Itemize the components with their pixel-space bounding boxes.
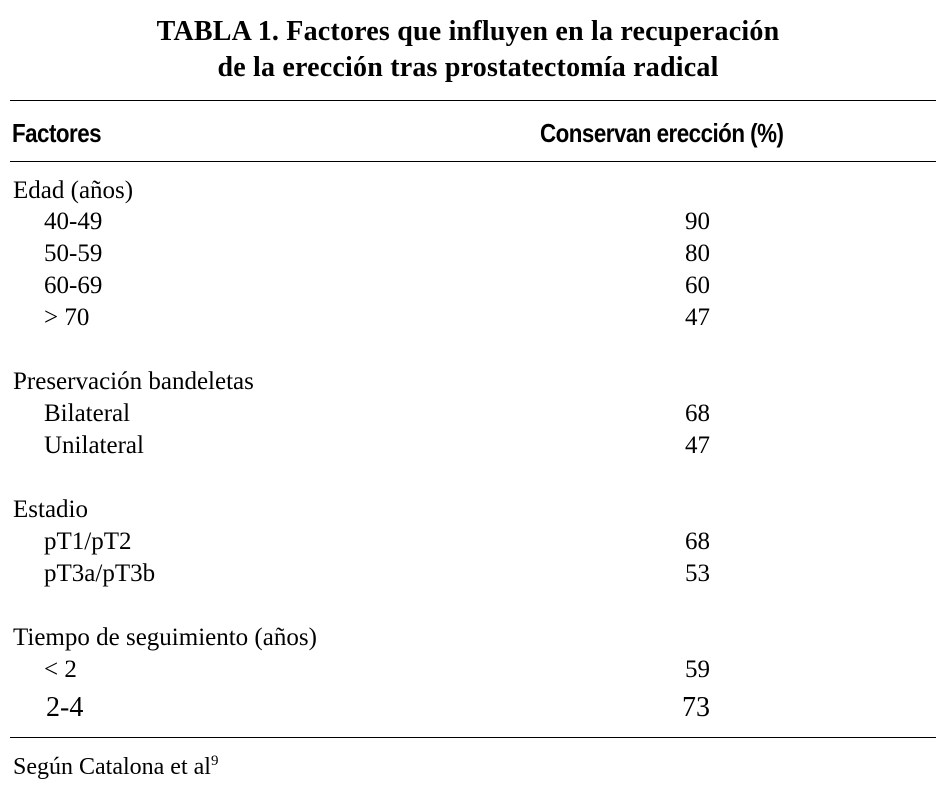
row-label: pT1/pT2: [44, 528, 132, 555]
row-value: 73: [682, 692, 710, 723]
header-rule: [10, 161, 936, 162]
row-value: 80: [685, 240, 710, 267]
table-title-line-1: TABLA 1. Factores que influyen en la recuperación: [156, 16, 780, 47]
footnote-text: Según Catalona et al: [13, 754, 211, 780]
group-heading-edad: [0, 175, 936, 207]
row-label: 50-59: [44, 240, 103, 267]
table-row: [0, 270, 936, 302]
group-heading-estadio: [0, 494, 936, 526]
group-heading-tiempo-seguimiento: [0, 622, 936, 654]
table-title: [0, 14, 936, 86]
row-label: < 2: [44, 656, 77, 683]
row-label: 60-69: [44, 272, 103, 299]
table-row: [0, 302, 936, 334]
column-header-conservan-ereccion: Conservan erección (%): [540, 118, 784, 148]
group-label: Estadio: [13, 496, 88, 523]
table-row: [0, 206, 936, 238]
table-row: [0, 430, 936, 462]
table-row: [0, 526, 936, 558]
group-heading-preservacion-bandeletas: [0, 366, 936, 398]
group-label: Preservación bandeletas: [13, 368, 254, 395]
table-row: [0, 398, 936, 430]
table-title-line-2: de la erección tras prostatectomía radical: [217, 52, 719, 83]
row-label: > 70: [44, 304, 90, 331]
group-label: Edad (años): [13, 177, 134, 204]
table-row: [0, 238, 936, 270]
table-row: [0, 654, 936, 686]
row-value: 60: [685, 272, 710, 299]
row-value: 59: [685, 656, 710, 683]
row-label: Unilateral: [44, 432, 144, 459]
row-value: 68: [685, 400, 710, 427]
table-row: [0, 558, 936, 590]
row-value: 90: [685, 208, 710, 235]
row-value: 68: [685, 528, 710, 555]
table-row: [0, 692, 936, 724]
row-label: Bilateral: [44, 400, 131, 427]
row-value: 47: [685, 304, 710, 331]
table-footnote: [13, 752, 218, 782]
bottom-rule: [10, 737, 936, 738]
column-header-factores: Factores: [12, 118, 102, 148]
group-label: Tiempo de seguimiento (años): [13, 624, 317, 651]
row-label: 2-4: [46, 692, 84, 723]
footnote-reference: 9: [210, 753, 219, 769]
top-rule: [10, 100, 936, 101]
row-label: pT3a/pT3b: [44, 560, 156, 587]
row-value: 47: [685, 432, 710, 459]
row-value: 53: [685, 560, 710, 587]
row-label: 40-49: [44, 208, 103, 235]
